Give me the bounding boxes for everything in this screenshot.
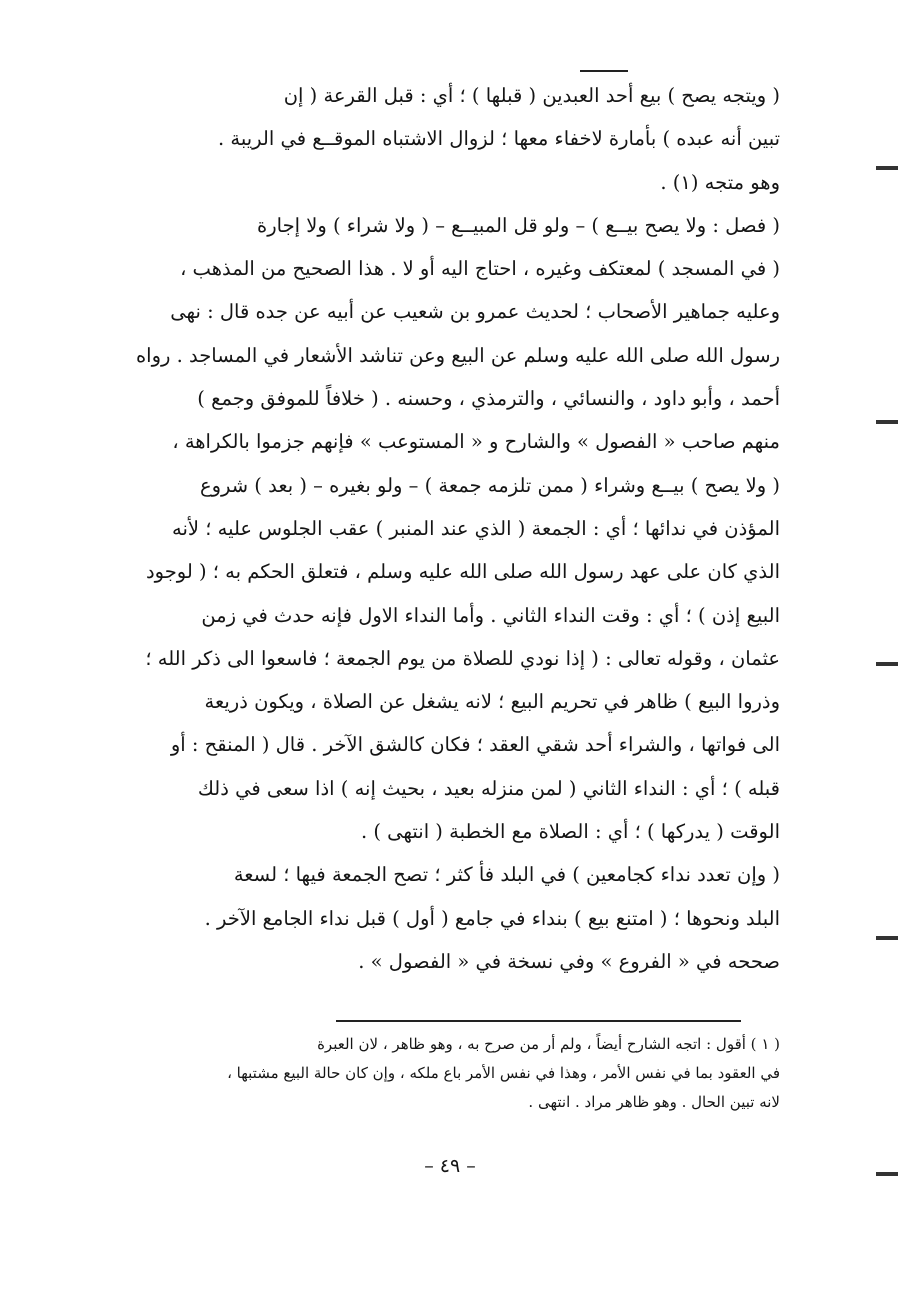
page-number: – ٤٩ – xyxy=(424,1155,476,1177)
footnote-line: ( ١ ) أقول : اتجه الشارح أيضاً ، ولم أر من صرح به ، وهو ظاهر ، لان العبرة xyxy=(317,1035,780,1053)
text-line: ( وإن تعدد نداء كجامعين ) في البلد فأ كثر ؛ تصح الجمعة فيها ؛ لسعة xyxy=(233,863,780,887)
binding-mark xyxy=(876,936,898,940)
text-line: رسول الله صلى الله عليه وسلم عن البيع وعن تناشد الأشعار في المساجد . رواه xyxy=(135,343,780,367)
text-line: المؤذن في ندائها ؛ أي : الجمعة ( الذي عند المنبر ) عقب الجلوس عليه ؛ لأنه xyxy=(172,516,780,540)
footnote-divider xyxy=(336,1020,741,1022)
text-line: ( في المسجد ) لمعتكف وغيره ، احتاج اليه أو لا . هذا الصحيح من المذهب ، xyxy=(180,257,780,281)
binding-mark xyxy=(876,166,898,170)
text-line: ( ويتجه يصح ) بيع أحد العبدين ( قبلها ) ؛ أي : قبل القرعة ( إن xyxy=(283,84,780,107)
footnote-line: لانه تبين الحال . وهو ظاهر مراد . انتهى . xyxy=(528,1093,780,1111)
main-text xyxy=(100,74,780,983)
text-line: تبين أنه عبده ) بأمارة لاخفاء معها ؛ لزوال الاشتباه الموقــع في الريبة . xyxy=(217,127,780,151)
text-line: الى فواتها ، والشراء أحد شقي العقد ؛ فكان كالشق الآخر . قال ( المنقح : أو xyxy=(170,733,780,757)
text-line: ( فصل : ولا يصح بيــع ) – ولو قل المبيــع – ( ولا شراء ) ولا إجارة xyxy=(257,213,780,237)
text-line: البلد ونحوها ؛ ( امتنع بيع ) بنداء في جامع ( أول ) قبل نداء الجامع الآخر . xyxy=(204,906,780,930)
text-line: البيع إذن ) ؛ أي : وقت النداء الثاني . وأما النداء الاول فإنه حدث في زمن xyxy=(201,603,780,627)
binding-mark xyxy=(876,420,898,424)
text-line: صححه في « الفروع » وفي نسخة في « الفصول » . xyxy=(358,949,780,973)
text-line: منهم صاحب « الفصول » والشارح و « المستوعب » فإنهم جزموا بالكراهة ، xyxy=(172,430,780,454)
text-line: وذروا البيع ) ظاهر في تحريم البيع ؛ لانه يشغل عن الصلاة ، ويكون ذريعة xyxy=(204,690,780,714)
text-line: ( ولا يصح ) بيــع وشراء ( ممن تلزمه جمعة ) – ولو بغيره – ( بعد ) شروع xyxy=(199,473,780,497)
text-line: وعليه جماهير الأصحاب ؛ لحديث عمرو بن شعيب عن أبيه عن جده قال : نهى xyxy=(170,300,780,324)
text-line: وهو متجه (١) . xyxy=(660,170,780,194)
binding-mark xyxy=(876,1172,898,1176)
binding-mark xyxy=(876,662,898,666)
text-line: الوقت ( يدركها ) ؛ أي : الصلاة مع الخطبة ( انتهى ) . xyxy=(360,820,780,844)
footnote-line: في العقود بما في نفس الأمر ، وهذا في نفس الأمر باع ملكه ، وإن كان حالة البيع مشتبها ، xyxy=(227,1064,780,1082)
text-line: قبله ) ؛ أي : النداء الثاني ( لمن منزله بعيد ، بحيث إنه ) اذا سعى في ذلك xyxy=(197,776,780,800)
text-line: الذي كان على عهد رسول الله صلى الله عليه وسلم ، فتعلق الحكم به ؛ ( لوجود xyxy=(145,560,780,584)
text-line: عثمان ، وقوله تعالى : ( إذا نودي للصلاة من يوم الجمعة ؛ فاسعوا الى ذكر الله ؛ xyxy=(145,646,780,670)
text-line: أحمد ، وأبو داود ، والنسائي ، والترمذي ، وحسنه . ( خلافاً للموفق وجمع ) xyxy=(197,387,780,411)
footnote xyxy=(100,1030,780,1117)
top-divider xyxy=(580,70,628,72)
